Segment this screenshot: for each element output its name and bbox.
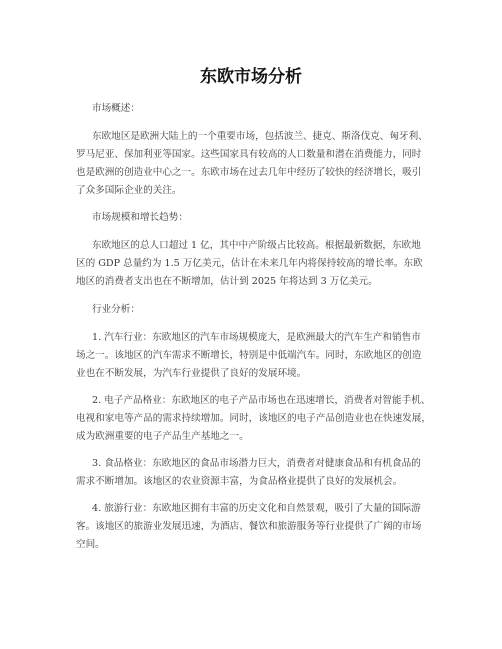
list-item-line: 业也在不断发展，为汽车行业提供了良好的发展环境。	[76, 368, 307, 379]
paragraph-line: 区的 GDP 总量约为 1.5 万亿美元，估计在未来几年内将保持较高的增长率。东欧	[76, 258, 423, 269]
list-item-line: 3. 食品格业：东欧地区的食品市场潜力巨大，消费者对健康食品和有机食品的	[92, 458, 421, 469]
section-heading-scale: 市场规模和增长趋势：	[92, 212, 188, 223]
paragraph-line: 也是欧洲的创造业中心之一。东欧市场在过去几年中经历了较快的经济增长，吸引	[76, 167, 422, 178]
list-item-line: 需求不断增加。该地区的农业资源丰富，为食品格业提供了良好的发展机会。	[76, 476, 403, 487]
paragraph-line: 东欧地区是欧洲大陆上的一个重要市场，包括波兰、捷克、斯洛伐克、匈牙利、	[92, 131, 428, 142]
list-item-line: 2. 电子产品格业：东欧地区的电子产品市场也在迅速增长，消费者对智能手机、	[92, 395, 431, 406]
section-heading-overview: 市场概述：	[92, 103, 140, 114]
list-item-line: 空间。	[76, 539, 105, 550]
list-item-line: 4. 旅游行业：东欧地区拥有丰富的历史文化和自然景观，吸引了大量的国际游	[92, 503, 421, 514]
list-item-line: 客。该地区的旅游业发展迅速，为酒店、餐饮和旅游服务等行业提供了广阔的市场	[76, 521, 422, 532]
list-item-line: 成为欧洲重要的电子产品生产基地之一。	[76, 431, 249, 442]
list-item-line: 场之一。该地区的汽车需求不断增长，特别是中低端汽车。同时，东欧地区的创造	[76, 350, 422, 361]
paragraph-line: 罗马尼亚、保加利亚等国家。这些国家具有较高的人口数量和潜在消费能力，同时	[76, 149, 422, 160]
paragraph-line: 东欧地区的总人口超过 1 亿，其中中产阶级占比较高。根据最新数据，东欧地	[92, 240, 421, 251]
section-heading-industry: 行业分析：	[92, 304, 140, 315]
paragraph-line: 了众多国际企业的关注。	[76, 185, 182, 196]
list-item-line: 电视和家电等产品的需求持续增加。同时，该地区的电子产品创造业也在快速发展，	[76, 413, 431, 424]
paragraph-line: 地区的消费者支出也在不断增加，估计到 2025 年将达到 3 万亿美元。	[76, 276, 378, 287]
page-title: 东欧市场分析	[200, 67, 302, 87]
list-item-line: 1. 汽车行业：东欧地区的汽车市场规模庞大，是欧洲最大的汽车生产和销售市	[92, 332, 421, 343]
